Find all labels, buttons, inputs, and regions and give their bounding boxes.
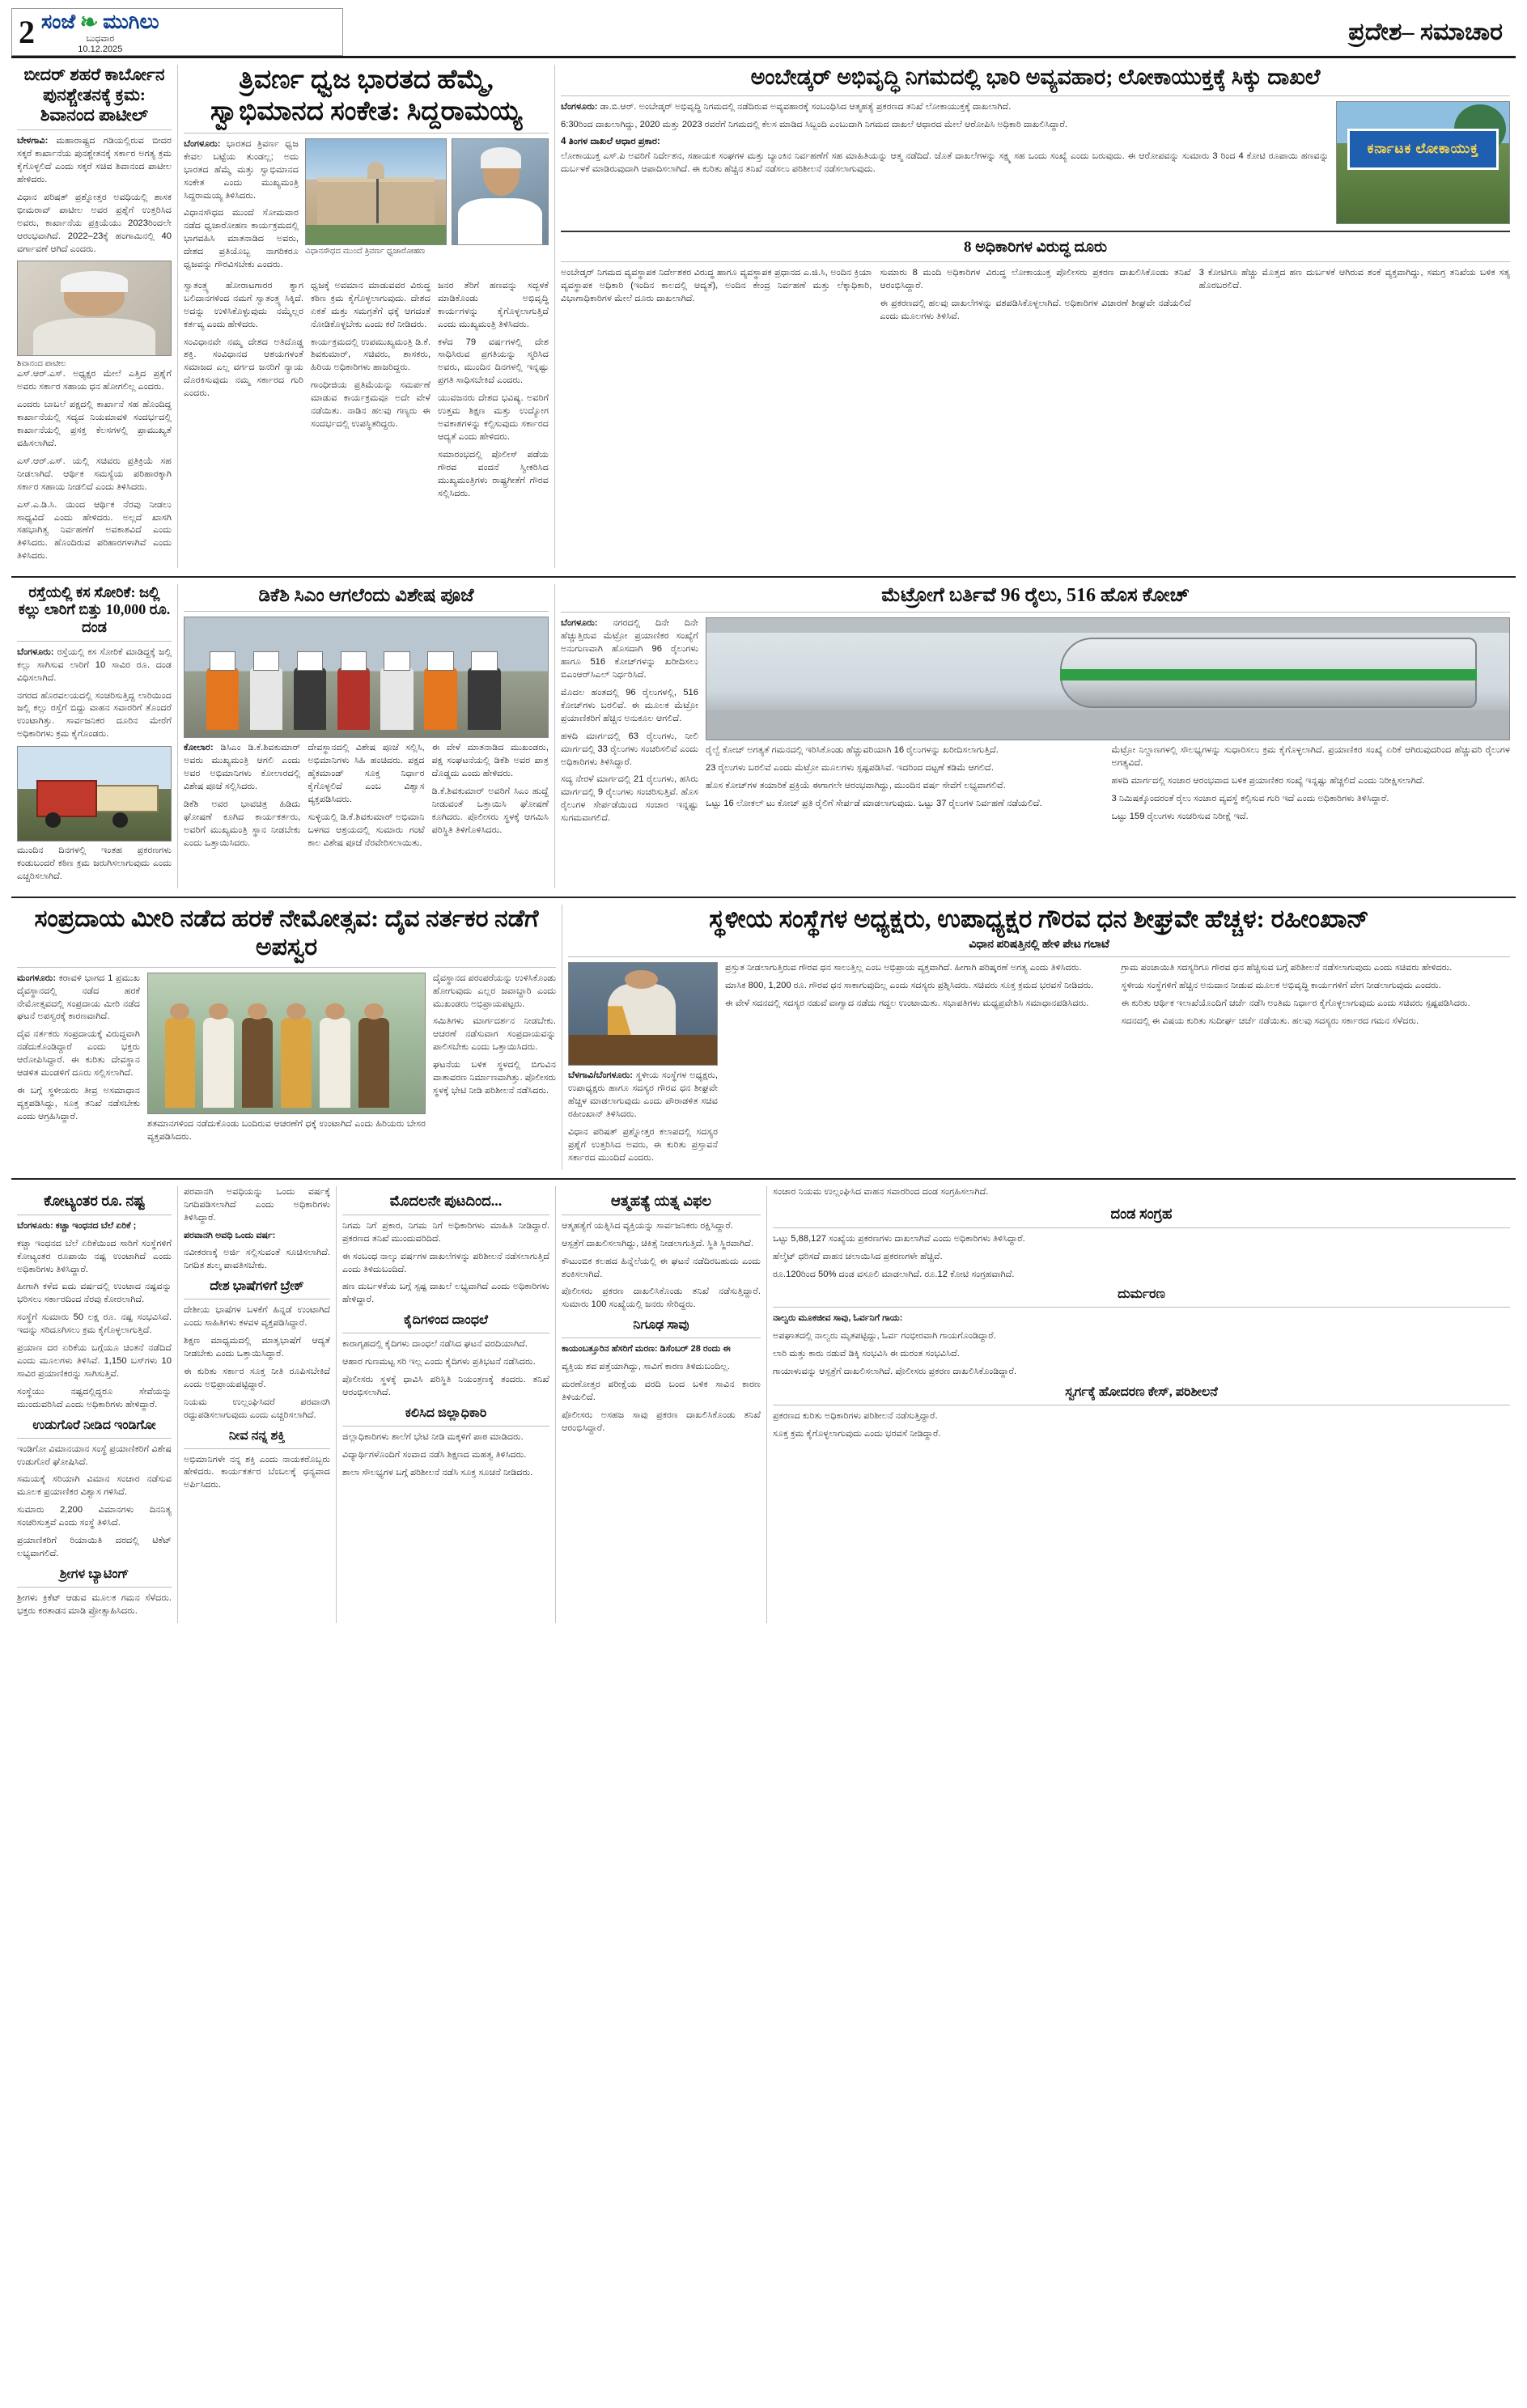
b6-para-2: ಹಣ ದುರ್ಬಳಕೆಯ ಬಗ್ಗೆ ಸ್ಪಷ್ಟ ದಾಖಲೆ ಲಭ್ಯವಾಗಿದೆ ಎಂದು ಅಧಿಕಾರಿಗಳು ಹೇಳಿದ್ದಾರೆ. (342, 1282, 549, 1305)
metro-text-0: ನಗರದಲ್ಲಿ ದಿನೇ ದಿನೇ ಹೆಚ್ಚುತ್ತಿರುವ ಮೆಟ್ರೋ ಪ್ರಯಾಣಿಕರ ಸಂಖ್ಯೆಗೆ ಅನುಗುಣವಾಗಿ ಹೊಸದಾಗಿ 96 ರೈಲುಗಳು ಹಾಗೂ 516 ಕೋಚ್‌ಗಳನ್ನು ಖರೀದಿಸಲು ಬಿಎಂಆರ್‌ಸಿಎಲ್ ನಿರ್ಧರಿಸಿದೆ. (561, 618, 699, 680)
b6-title: ಮೊದಲನೇ ಪುಟದಿಂದ... (389, 1192, 503, 1209)
ambedkar-text-0: ಡಾ.ಬಿ.ಆರ್. ಅಂಬೇಡ್ಕರ್ ಅಭಿವೃದ್ಧಿ ನಿಗಮದಲ್ಲಿ ನಡೆದಿರುವ ಅವ್ಯವಹಾರಕ್ಕೆ ಸಂಬಂಧಿಸಿದ ಆತ್ಮಹತ್ಯೆ ಪ್ರಕರಣದ ತನಿಖೆ ಲೋಕಾಯುಕ್ತಕ್ಕೆ ದಾಖಲಾಗಿದೆ. (600, 101, 1012, 112)
officers-para-1: ಸುಮಾರು 8 ಮಂದಿ ಅಧಿಕಾರಿಗಳ ವಿರುದ್ಧ ಲೋಕಾಯುಕ್ತ ಪೊಲೀಸರು ಪ್ರಕರಣ ದಾಖಲಿಸಿಕೊಂಡು ತನಿಖೆ ಆರಂಭಿಸಿದ್ದಾರೆ. (880, 268, 1191, 291)
rahim-para-2: ಪ್ರಸ್ತುತ ನೀಡಲಾಗುತ್ತಿರುವ ಗೌರವ ಧನ ಸಾಲುತ್ತಿಲ್ಲ ಎಂಬ ಅಭಿಪ್ರಾಯ ವ್ಯಕ್ತವಾಗಿದೆ. ಹೀಗಾಗಿ ಪರಿಷ್ಕರಣೆ ಅಗತ್ಯ ಎಂದು ತಿಳಿಸಿದರು. (725, 963, 1082, 973)
b11-title: ನಿಗೂಢ ಸಾವು (633, 1318, 689, 1333)
metro-col2-para-2: ಹೊಸ ಕೋಚ್‌ಗಳ ತಯಾರಿಕೆ ಪ್ರಕ್ರಿಯೆ ಈಗಾಗಲೇ ಆರಂಭವಾಗಿದ್ದು, ಮುಂದಿನ ವರ್ಷ ಸೇವೆಗೆ ಲಭ್ಯವಾಗಲಿವೆ. (706, 781, 1006, 791)
officers-para-2: ಈ ಪ್ರಕರಣದಲ್ಲಿ ಹಲವು ದಾಖಲೆಗಳನ್ನು ವಶಪಡಿಸಿಕೊಳ್ಳಲಾಗಿದೆ. ಅಧಿಕಾರಿಗಳ ವಿಚಾರಣೆ ಶೀಘ್ರವೇ ನಡೆಯಲಿದೆ ಎಂದು ಮೂಲಗಳು ತಿಳಿಸಿವೆ. (880, 299, 1191, 321)
b2-para-2: ಸುಮಾರು 2,200 ವಿಮಾನಗಳು ದಿನನಿತ್ಯ ಸಂಚರಿಸುತ್ತವೆ ಎಂದು ಸಂಸ್ಥೆ ತಿಳಿಸಿದೆ. (17, 1505, 172, 1528)
bidar-para-5: ಎಸ್.ಎ.ಡಿ.ಸಿ. ಯಿಂದ ಆರ್ಥಿಕ ನೆರವು ನೀಡಲು ಸಾಧ್ಯವಿದೆ ಎಂದು ಹೇಳಿದರು. ಅಲ್ಲದೆ ಖಾಸಗಿ ಸಹಭಾಗಿತ್ವ ನಿರ್ವಹಣೆಗೆ ಅವಕಾಶವಿದೆ ಎಂದು ತಿಳಿಸಿದರು. ಹೊಂದಿರುವ ಪರಿಹಾರಗಳಾಗಿವೆ ಎಂದು ತಿಳಿಸಿದರು. (17, 499, 172, 562)
road-text-0: ರಸ್ತೆಯಲ್ಲಿ ಕಸ ಸೋರಿಕೆ ಮಾಡಿದ್ದಕ್ಕೆ ಜಲ್ಲಿ ಕಲ್ಲು ಸಾಗಿಸುವ ಲಾರಿಗೆ 10 ಸಾವಿರ ರೂ. ದಂಡ ವಿಧಿಸಲಾಗಿದೆ. (17, 647, 172, 683)
story-flag (178, 65, 554, 568)
metro-col3-para-2: 3 ನಿಮಿಷಕ್ಕೊಂದರಂತೆ ರೈಲು ಸಂಚಾರ ವ್ಯವಸ್ಥೆ ಕಲ್ಪಿಸುವ ಗುರಿ ಇದೆ ಎಂದು ಅಧಿಕಾರಿಗಳು ತಿಳಿಸಿದ್ದಾರೆ. (1111, 794, 1389, 804)
section-title: ಪ್ರದೇಶ– ಸಮಾಚಾರ (1348, 18, 1503, 45)
metro-col3-para-1: ಹಳದಿ ಮಾರ್ಗದಲ್ಲಿ ಸಂಚಾರ ಆರಂಭವಾದ ಬಳಿಕ ಪ್ರಯಾಣಿಕರ ಸಂಖ್ಯೆ ಇನ್ನಷ್ಟು ಹೆಚ್ಚಲಿದೆ ಎಂದು ನಿರೀಕ್ಷಿಸಲಾಗಿದೆ. (1111, 776, 1425, 786)
flag-para-0 (184, 138, 299, 203)
b11-para-0: ವ್ಯಕ್ತಿಯ ಶವ ಪತ್ತೆಯಾಗಿದ್ದು, ಸಾವಿಗೆ ಕಾರಣ ತಿಳಿದುಬಂದಿಲ್ಲ. (562, 1362, 730, 1372)
road-para-1: ನಗರದ ಹೊರವಲಯದಲ್ಲಿ ಸಂಚರಿಸುತ್ತಿದ್ದ ಲಾರಿಯಿಂದ ಜಲ್ಲಿ ಕಲ್ಲು ರಸ್ತೆಗೆ ಬಿದ್ದು ವಾಹನ ಸವಾರರಿಗೆ ತೊಂದರೆ ಉಂಟಾಗಿತ್ತು. ಸಾರ್ವಜನಿಕರ ದೂರಿನ ಮೇರೆಗೆ ಅಧಿಕಾರಿಗಳು ಕ್ರಮ ಕೈಗೊಂಡರು. (17, 690, 172, 740)
b1-para-2: ಸಂಸ್ಥೆಗೆ ಸುಮಾರು 50 ಲಕ್ಷ ರೂ. ನಷ್ಟ ಸಂಭವಿಸಿದೆ. ಇದನ್ನು ಸರಿದೂಗಿಸಲು ಕ್ರಮ ಕೈಗೊಳ್ಳಲಾಗುತ್ತಿದೆ. (17, 1312, 172, 1336)
b8-para-0: ಕಾರಾಗೃಹದಲ್ಲಿ ಕೈದಿಗಳು ದಾಂಧಲೆ ನಡೆಸಿದ ಘಟನೆ ವರದಿಯಾಗಿದೆ. (342, 1339, 528, 1350)
flag-para-4: ಧ್ವಜಕ್ಕೆ ಅವಮಾನ ಮಾಡುವವರ ವಿರುದ್ಧ ಕಠಿಣ ಕ್ರಮ ಕೈಗೊಳ್ಳಲಾಗುವುದು. ದೇಶದ ಏಕತೆ ಮತ್ತು ಸಮಗ್ರತೆಗೆ ಧಕ್ಕೆ ಆಗದಂತೆ ನೋಡಿಕೊಳ್ಳಬೇಕು ಎಂದು ಕರೆ ನೀಡಿದರು. (311, 280, 431, 329)
b12-title: ದಂಡ ಸಂಗ್ರಹ (1110, 1205, 1173, 1222)
ritual-dateline: ಮಂಗಳೂರು: (17, 973, 57, 983)
rahim-para-4: ಈ ವೇಳೆ ಸದನದಲ್ಲಿ ಸದಸ್ಯರ ನಡುವೆ ವಾಗ್ವಾದ ನಡೆದು ಗದ್ದಲ ಉಂಟಾಯಿತು. ಸಭಾಪತಿಗಳು ಮಧ್ಯಪ್ರವೇಶಿಸಿ ಸಮಾಧಾನಪಡಿಸಿದರು. (725, 998, 1089, 1009)
b11-para-2: ಪೊಲೀಸರು ಅಸಹಜ ಸಾವು ಪ್ರಕರಣ ದಾಖಲಿಸಿಕೊಂಡು ತನಿಖೆ ಆರಂಭಿಸಿದ್ದಾರೆ. (562, 1410, 761, 1433)
dks-para-1: ಡಿಕೆಶಿ ಅವರ ಭಾವಚಿತ್ರ ಹಿಡಿದು ಘೋಷಣೆ ಕೂಗಿದ ಕಾರ್ಯಕರ್ತರು, ಅವರಿಗೆ ಮುಖ್ಯಮಂತ್ರಿ ಸ್ಥಾನ ನೀಡಬೇಕು ಎಂದು ಒತ್ತಾಯಿಸಿದರು. (184, 799, 301, 848)
ritual-col2-para-0: ದೈವಸ್ಥಾನದ ಪರಂಪರೆಯನ್ನು ಉಳಿಸಿಕೊಂಡು ಹೋಗುವುದು ಎಲ್ಲರ ಜವಾಬ್ದಾರಿ ಎಂದು ಮುಖಂಡರು ಅಭಿಪ್ರಾಯಪಟ್ಟರು. (433, 973, 556, 1009)
ambedkar-sub-kicker: 4 ತಿಂಗಳ ದಾಖಲೆ ಆಧಾರ ಪ್ರಕಾರ: (561, 136, 660, 146)
b3-title: ಶ್ರೀಗಳ ಬ್ಯಾಟಿಂಗ್ (59, 1566, 129, 1581)
b10-para-1: ಆಸ್ಪತ್ರೆಗೆ ದಾಖಲಿಸಲಾಗಿದ್ದು, ಚಿಕಿತ್ಸೆ ನೀಡಲಾಗುತ್ತಿದೆ. ಸ್ಥಿತಿ ಸ್ಥಿರವಾಗಿದೆ. (562, 1238, 753, 1249)
story-dks (178, 584, 554, 888)
masthead (11, 8, 1516, 58)
flag-headline: ತ್ರಿವರ್ಣ ಧ್ವಜ ಭಾರತದ ಹೆಮ್ಮೆ, ಸ್ವಾಭಿಮಾನದ ಸಂಕೇತ: ಸಿದ್ದರಾಮಯ್ಯ (210, 66, 522, 126)
b14-para-0: ಪ್ರಕರಣದ ಕುರಿತು ಅಧಿಕಾರಿಗಳು ಪರಿಶೀಲನೆ ನಡೆಸುತ್ತಿದ್ದಾರೆ. (773, 1411, 938, 1422)
masthead-left (11, 8, 343, 56)
metro-col2-para-3: ಒಟ್ಟು 16 ಲೋಕಲ್ ಟು ಕೋಚ್ ಪ್ರತಿ ರೈಲಿಗೆ ಸೇರ್ಪಡೆ ಮಾಡಲಾಗುವುದು. ಒಟ್ಟು 37 ರೈಲುಗಳ ನಿರ್ವಹಣೆ ನಡೆಯಲಿದೆ. (706, 799, 1042, 809)
b3-para-0: ಶ್ರೀಗಳು ಕ್ರಿಕೆಟ್ ಆಡುವ ಮೂಲಕ ಗಮನ ಸೆಳೆದರು. ಭಕ್ತರು ಕರತಾಡನ ಮಾಡಿ ಪ್ರೋತ್ಸಾಹಿಸಿದರು. (17, 1592, 172, 1616)
brief-col-4 (556, 1186, 766, 1623)
metro-para-2: ಹಳದಿ ಮಾರ್ಗದಲ್ಲಿ 63 ರೈಲುಗಳು, ನೀಲಿ ಮಾರ್ಗದಲ್ಲಿ 33 ರೈಲುಗಳು ಸಂಚರಿಸಲಿವೆ ಎಂದು ಅಧಿಕಾರಿಗಳು ತಿಳಿಸಿದ್ದಾರೆ. (561, 731, 698, 767)
ritual-text-0: ಕರಾವಳಿ ಭಾಗದ 1 ಪ್ರಮುಖ ದೈವಸ್ಥಾನದಲ್ಲಿ ನಡೆದ ಹರಕೆ ನೇಮೋತ್ಸವದಲ್ಲಿ ಸಂಪ್ರದಾಯ ಮೀರಿ ನಡೆದ ಘಟನೆ ಅಪಸ್ವರಕ್ಕೆ ಕಾರಣವಾಗಿದೆ. (17, 973, 141, 1022)
story-metro (555, 584, 1516, 888)
rahim-col2-para-2: ಈ ಕುರಿತು ಆರ್ಥಿಕ ಇಲಾಖೆಯೊಂದಿಗೆ ಚರ್ಚೆ ನಡೆಸಿ ಅಂತಿಮ ನಿರ್ಧಾರ ಕೈಗೊಳ್ಳಲಾಗುವುದು ಎಂದು ಸಚಿವರು ಸ್ಪಷ್ಟಪಡಿಸಿದರು. (1121, 998, 1470, 1009)
top-block (11, 65, 1516, 568)
metro-para-0 (561, 617, 698, 682)
bidar-headline: ಬೀದರ್ ಶಹರೆ ಕಾರ್ಬೋನ ಪುನಶ್ಚೇತನಕ್ಕೆ ಕ್ರಮ: ಶಿವಾನಂದ ಪಾಟೀಲ್ (23, 65, 165, 125)
metro-para-3: ಸದ್ಯ ನೇರಳೆ ಮಾರ್ಗದಲ್ಲಿ 21 ರೈಲುಗಳು, ಹಸಿರು ಮಾರ್ಗದಲ್ಲಿ 9 ರೈಲುಗಳು ಸಂಚರಿಸುತ್ತಿವೆ. ಹೊಸ ರೈಲುಗಳ ಸೇರ್ಪಡೆಯಿಂದ ಸಂಚಾರ ಇನ್ನಷ್ಟು ಸುಗಮವಾಗಲಿದೆ. (561, 774, 698, 824)
ritual-headline: ಸಂಪ್ರದಾಯ ಮೀರಿ ನಡೆದ ಹರಕೆ ನೇಮೋತ್ಸವ: ದೈವ ನರ್ತಕರ ನಡೆಗೆ ಅಪಸ್ವರ (34, 905, 539, 961)
bidar-photo-caption: ಶಿವಾನಂದ ಪಾಟೀಲ (17, 359, 66, 369)
road-photo (17, 746, 172, 842)
b14-title: ಸ್ವರ್ಗಕ್ಕೆ ಹೋದರಣ ಕೇಸ್, ಪರಿಶೀಲನೆ (1065, 1385, 1218, 1400)
flag-photo-vidhanasoudha (305, 138, 447, 245)
b6-para-0: ನಿಗಮ ನಿಗೆ ಪ್ರಕಾರ, ನಿಗಮ ನಿಗೆ ಅಧಿಕಾರಿಗಳು ಮಾಹಿತಿ ನೀಡಿದ್ದಾರೆ. ಪ್ರಕರಣದ ತನಿಖೆ ಮುಂದುವರಿದಿದೆ. (342, 1220, 549, 1244)
b8-title: ಕೈದಿಗಳಿಂದ ದಾಂಧಲೆ (403, 1313, 489, 1328)
b7-title: ಪರವಾನಗಿ ಅವಧಿ ಒಂದು ವರ್ಷ: (184, 1230, 276, 1240)
b7-para-2: ನಿಯಮ ಉಲ್ಲಂಘಿಸಿದರೆ ಪರವಾನಗಿ ರದ್ದುಪಡಿಸಲಾಗುವುದು ಎಂದು ಎಚ್ಚರಿಸಲಾಗಿದೆ. (184, 1397, 330, 1420)
b4-para-1: ಶಿಕ್ಷಣ ಮಾಧ್ಯಮದಲ್ಲಿ ಮಾತೃಭಾಷೆಗೆ ಆದ್ಯತೆ ನೀಡಬೇಕು ಎಂದು ಒತ್ತಾಯಿಸಿದ್ದಾರೆ. (184, 1336, 330, 1359)
masthead-right (343, 8, 1516, 56)
flag-para-1: ವಿಧಾನಸೌಧದ ಮುಂದೆ ಸೋಮವಾರ ನಡೆದ ಧ್ವಜಾರೋಹಣ ಕಾರ್ಯಕ್ರಮದಲ್ಲಿ ಭಾಗವಹಿಸಿ ಮಾತನಾಡಿದ ಅವರು, ದೇಶದ ಪ್ರತಿಯೊಬ್ಬ ನಾಗರಿಕರೂ ಧ್ವಜವನ್ನು ಗೌರವಿಸಬೇಕು ಎಂದರು. (184, 208, 299, 270)
third-block (11, 905, 1516, 1170)
dks-col2-para-1: ಈ ವೇಳೆ ಮಾತನಾಡಿದ ಮುಖಂಡರು, ಪಕ್ಷ ಸಂಘಟನೆಯಲ್ಲಿ ಡಿಕೆಶಿ ಅವರ ಪಾತ್ರ ದೊಡ್ಡದು ಎಂದು ಹೇಳಿದರು. (431, 743, 549, 779)
rahim-para-0 (568, 1070, 718, 1121)
rahim-text-0: ಸ್ಥಳೀಯ ಸಂಸ್ಥೆಗಳ ಅಧ್ಯಕ್ಷರು, ಉಪಾಧ್ಯಕ್ಷರು ಹಾಗೂ ಸದಸ್ಯರ ಗೌರವ ಧನ ಶೀಘ್ರವೇ ಹೆಚ್ಚಳ ಮಾಡಲಾಗುವುದು ಎಂದು ಪೌರಾಡಳಿತ ಸಚಿವ ರಹೀಂಖಾನ್ ತಿಳಿಸಿದರು. (568, 1070, 719, 1120)
second-block (11, 584, 1516, 888)
logo-word-1: ಸಂಜೆ (41, 10, 76, 33)
b14-para-1: ಸೂಕ್ತ ಕ್ರಮ ಕೈಗೊಳ್ಳಲಾಗುವುದು ಎಂದು ಭರವಸೆ ನೀಡಿದ್ದಾರೆ. (773, 1428, 941, 1439)
b12-para-2: ಹೆಲ್ಮೆಟ್ ಧರಿಸದೆ ವಾಹನ ಚಲಾಯಿಸಿದ ಪ್ರಕರಣಗಳೇ ಹೆಚ್ಚಿವೆ. (773, 1251, 943, 1261)
ritual-col2-para-1: ಸಮಿತಿಗಳು ಮಾರ್ಗದರ್ಶನ ನೀಡಬೇಕು. ಆಚರಣೆ ನಡೆಸುವಾಗ ಸಂಪ್ರದಾಯವನ್ನು ಪಾಲಿಸಬೇಕು ಎಂದು ಒತ್ತಾಯಿಸಿದರು. (433, 1016, 556, 1053)
rahim-col2-para-1: ಸ್ಥಳೀಯ ಸಂಸ್ಥೆಗಳಿಗೆ ಹೆಚ್ಚಿನ ಅನುದಾನ ನೀಡುವ ಮೂಲಕ ಅಭಿವೃದ್ಧಿ ಕಾರ್ಯಗಳಿಗೆ ವೇಗ ನೀಡಲಾಗುವುದು ಎಂದರು. (1121, 981, 1441, 991)
ambedkar-para-1: 6:30ರಿಂದ ದಾಖಲಾಗಿದ್ದು, 2020 ಮತ್ತು 2023 ರವರೆಗೆ ನಿಗಮದಲ್ಲಿ ಕೆಲಸ ಮಾಡಿದ ಸಿಬ್ಬಂದಿ ಎಂಬುದಾಗಿ ನಿಗಮದ ದಾಖಲೆ ಆಧಾರದ ಮೇಲೆ ಆರೋಪಿಸಿ ಅಧಿಕಾರಿ ದಾಖಲಿಸಿದ್ದಾರೆ. (561, 119, 1068, 129)
b4-para-0: ದೇಶೀಯ ಭಾಷೆಗಳ ಬಳಕೆಗೆ ಹಿನ್ನಡೆ ಉಂಟಾಗಿದೆ ಎಂದು ಸಾಹಿತಿಗಳು ಕಳವಳ ವ್ಯಕ್ತಪಡಿಸಿದ್ದಾರೆ. (184, 1305, 330, 1329)
lokayukta-photo (1336, 101, 1510, 224)
flag-col2-para-2: ಕಳೆದ 79 ವರ್ಷಗಳಲ್ಲಿ ದೇಶ ಸಾಧಿಸಿರುವ ಪ್ರಗತಿಯನ್ನು ಸ್ಮರಿಸಿದ ಅವರು, ಮುಂದಿನ ದಿನಗಳಲ್ಲಿ ಇನ್ನಷ್ಟು ಪ್ರಗತಿ ಸಾಧಿಸಬೇಕಿದೆ ಎಂದರು. (438, 337, 549, 386)
story-rahim (562, 905, 1516, 1170)
b10-title: ಆತ್ಮಹತ್ಯೆ ಯತ್ನ ವಿಫಲ (610, 1192, 712, 1209)
ambedkar-headline: ಅಂಬೇಡ್ಕರ್ ಅಭಿವೃದ್ಧಿ ನಿಗಮದಲ್ಲಿ ಭಾರಿ ಅವ್ಯವಹಾರ; ಲೋಕಾಯುಕ್ತಕ್ಕೆ ಸಿಕ್ಕು ದಾಖಲೆ (750, 65, 1321, 89)
rule-top (11, 576, 1516, 578)
b10-para-3: ಪೊಲೀಸರು ಪ್ರಕರಣ ದಾಖಲಿಸಿಕೊಂಡು ತನಿಖೆ ನಡೆಸುತ್ತಿದ್ದಾರೆ. ಸುಮಾರು 100 ಸಂಖ್ಯೆಯಲ್ಲಿ ಜನರು ಸೇರಿದ್ದರು. (562, 1287, 761, 1310)
dks-para-2: ದೇವಸ್ಥಾನದಲ್ಲಿ ವಿಶೇಷ ಪೂಜೆ ಸಲ್ಲಿಸಿ, ಅಭಿಮಾನಿಗಳು ಸಿಹಿ ಹಂಚಿದರು. ಪಕ್ಷದ ಹೈಕಮಾಂಡ್ ಸೂಕ್ತ ನಿರ್ಧಾರ ಕೈಗೊಳ್ಳಲಿದೆ ಎಂಬ ವಿಶ್ವಾಸ ವ್ಯಕ್ತಪಡಿಸಿದರು. (308, 743, 425, 804)
b1-kicker (17, 1220, 172, 1233)
b2-para-1: ಸಮಯಕ್ಕೆ ಸರಿಯಾಗಿ ವಿಮಾನ ಸಂಚಾರ ನಡೆಸುವ ಮೂಲಕ ಪ್ರಯಾಣಿಕರ ವಿಶ್ವಾಸ ಗಳಿಸಿದೆ. (17, 1474, 172, 1498)
flag-para-3: ಸಂವಿಧಾನವೇ ನಮ್ಮ ದೇಶದ ಅತಿದೊಡ್ಡ ಶಕ್ತಿ. ಸಂವಿಧಾನದ ಆಶಯಗಳಂತೆ ಸಮಾಜದ ಎಲ್ಲ ವರ್ಗದ ಜನರಿಗೆ ನ್ಯಾಯ ದೊರಕಿಸುವುದು ನಮ್ಮ ಸರ್ಕಾರದ ಗುರಿ ಎಂದರು. (184, 337, 303, 399)
brief-col-1 (11, 1186, 177, 1623)
b5-title: ನೀವ ನನ್ನ ಶಕ್ತಿ (228, 1428, 286, 1443)
b10-para-0: ಆತ್ಮಹತ್ಯೆಗೆ ಯತ್ನಿಸಿದ ವ್ಯಕ್ತಿಯನ್ನು ಸಾರ್ವಜನಿಕರು ರಕ್ಷಿಸಿದ್ದಾರೆ. (562, 1220, 733, 1231)
b12-para-1: ಒಟ್ಟು 5,88,127 ಸಂಖ್ಯೆಯ ಪ್ರಕರಣಗಳು ದಾಖಲಾಗಿವೆ ಎಂದು ಅಧಿಕಾರಿಗಳು ತಿಳಿಸಿದ್ದಾರೆ. (773, 1233, 1025, 1244)
b9-title: ಕಲಿಸಿದ ಜಿಲ್ಲಾಧಿಕಾರಿ (405, 1405, 487, 1420)
flag-photo-cm (452, 138, 549, 245)
bidar-text-0: ಮಹಾರಾಷ್ಟ್ರದ ಗಡಿಯಲ್ಲಿರುವ ಬೀದರ ಸಕ್ಕರೆ ಕಾರ್ಖಾನೆಯ ಪುನಶ್ಚೇತನಕ್ಕೆ ಸರ್ಕಾರ ಅಗತ್ಯ ಕ್ರಮ ಕೈಗೊಳ್ಳಲಿದೆ ಎಂದು ಸಕ್ಕರೆ ಸಚಿವ ಶಿವಾನಂದ ಪಾಟೀಲ ಹೇಳಿದರು. (17, 136, 172, 185)
b1-para-3: ಪ್ರಯಾಣ ದರ ಏರಿಕೆಯ ಬಗ್ಗೆಯೂ ಚಿಂತನೆ ನಡೆದಿದೆ ಎಂದು ಮೂಲಗಳು ತಿಳಿಸಿವೆ. 1,150 ಬಸ್‌ಗಳು 10 ಸಾವಿರ ಪ್ರಯಾಣಿಕರನ್ನು ಸಾಗಿಸುತ್ತಿವೆ. (17, 1343, 172, 1379)
bidar-dateline: ಬೇಳಗಾವಿ: (17, 136, 49, 146)
bidar-para-2: ಎಸ್.ಆರ್.ಎಸ್. ಅಧ್ಯಕ್ಷರ ಮೇಲೆ ಎತ್ತಿದ ಪ್ರಶ್ನೆಗೆ ಅವರು ಸರ್ಕಾರ ಸಹಾಯ ಧನ ಹೋಗಲಿಲ್ಲ ಎಂದರು. (17, 369, 172, 392)
ritual-col2-para-2: ಘಟನೆಯ ಬಳಿಕ ಸ್ಥಳದಲ್ಲಿ ಬಿಗುವಿನ ವಾತಾವರಣ ನಿರ್ಮಾಣವಾಗಿತ್ತು. ಪೊಲೀಸರು ಸ್ಥಳಕ್ಕೆ ಭೇಟಿ ನೀಡಿ ಪರಿಶೀಲನೆ ನಡೆಸಿದರು. (433, 1060, 556, 1096)
b13-para-2: ಗಾಯಾಳುವನ್ನು ಆಸ್ಪತ್ರೆಗೆ ದಾಖಲಿಸಲಾಗಿದೆ. ಪೊಲೀಸರು ಪ್ರಕರಣ ದಾಖಲಿಸಿಕೊಂಡಿದ್ದಾರೆ. (773, 1367, 1017, 1377)
dks-col2-para-0: ಸುಳ್ಳಿಯಲ್ಲಿ ಡಿ.ಕೆ.ಶಿವಕುಮಾರ್ ಅಭಿಮಾನಿ ಬಳಗದ ಆಶ್ರಯದಲ್ಲಿ ಸುಮಾರು ಗಂಟೆ ಕಾಲ ವಿಶೇಷ ಪೂಜೆ ನೆರವೇರಿಸಲಾಯಿತು. (308, 812, 425, 848)
flag-dateline: ಬೆಂಗಳೂರು: (184, 138, 221, 149)
road-dateline: ಬೆಂಗಳೂರು: (17, 647, 54, 657)
b12-lead: ಸಂಚಾರ ನಿಯಮ ಉಲ್ಲಂಘಿಸಿದ ವಾಹನ ಸವಾರರಿಂದ ದಂಡ ಸಂಗ್ರಹಿಸಲಾಗಿದೆ. (773, 1186, 989, 1197)
b13-kicker (773, 1312, 1510, 1325)
rule-bottom (11, 1178, 1516, 1180)
page-number: 2 (19, 13, 35, 50)
story-bidar (11, 65, 177, 568)
metro-photo (706, 617, 1510, 740)
lokayukta-board (1347, 129, 1499, 170)
ambedkar-para-0 (561, 101, 1329, 114)
b2-para-0: ಇಂಡಿಗೋ ವಿಮಾನಯಾನ ಸಂಸ್ಥೆ ಪ್ರಯಾಣಿಕರಿಗೆ ವಿಶೇಷ ಉಡುಗೊರೆ ಘೋಷಿಸಿದೆ. (17, 1444, 172, 1467)
rahim-para-1: ವಿಧಾನ ಪರಿಷತ್ ಪ್ರಶ್ನೋತ್ತರ ಕಲಾಪದಲ್ಲಿ ಸದಸ್ಯರ ಪ್ರಶ್ನೆಗೆ ಉತ್ತರಿಸಿದ ಅವರು, ಈ ಕುರಿತು ಪ್ರಸ್ತಾವನೆ ಸರ್ಕಾರದ ಮುಂದಿದೆ ಎಂದರು. (568, 1127, 718, 1163)
flag-para-5: ಕಾರ್ಯಕ್ರಮದಲ್ಲಿ ಉಪಮುಖ್ಯಮಂತ್ರಿ ಡಿ.ಕೆ. ಶಿವಕುಮಾರ್, ಸಚಿವರು, ಶಾಸಕರು, ಹಿರಿಯ ಅಧಿಕಾರಿಗಳು ಹಾಜರಿದ್ದರು. (311, 337, 431, 373)
masthead-date: 10.12.2025 (78, 44, 123, 54)
metro-dateline: ಬೆಂಗಳೂರು: (561, 618, 598, 629)
b7-kicker (184, 1230, 330, 1243)
brief-col-2 (178, 1186, 336, 1623)
flag-col2-para-0: ಗಾಂಧೀಜಿಯ ಪ್ರತಿಮೆಯನ್ನು ಸಮರ್ಪಣೆ ಮಾಡುವ ಕಾರ್ಯಕ್ರಮವೂ ಅದೇ ವೇಳೆ ನಡೆಯಿತು. ನಾಡಿನ ಹಲವು ಗಣ್ಯರು ಈ ಸಂದರ್ಭದಲ್ಲಿ ಉಪಸ್ಥಿತರಿದ್ದರು. (311, 380, 431, 429)
flag-col2-para-3: ಯುವಜನರು ದೇಶದ ಭವಿಷ್ಯ. ಅವರಿಗೆ ಉತ್ತಮ ಶಿಕ್ಷಣ ಮತ್ತು ಉದ್ಯೋಗ ಅವಕಾಶಗಳನ್ನು ಕಲ್ಪಿಸುವುದು ಸರ್ಕಾರದ ಆದ್ಯತೆ ಎಂದು ಹೇಳಿದರು. (438, 393, 549, 442)
b8-para-1: ಆಹಾರ ಗುಣಮಟ್ಟ ಸರಿ ಇಲ್ಲ ಎಂದು ಕೈದಿಗಳು ಪ್ರತಿಭಟನೆ ನಡೆಸಿದರು. (342, 1357, 536, 1367)
rahim-col2-para-0: ಗ್ರಾಮ ಪಂಚಾಯಿತಿ ಸದಸ್ಯರಿಗೂ ಗೌರವ ಧನ ಹೆಚ್ಚಿಸುವ ಬಗ್ಗೆ ಪರಿಶೀಲನೆ ನಡೆಸಲಾಗುವುದು ಎಂದು ಸಚಿವರು ಹೇಳಿದರು. (1121, 963, 1453, 973)
dks-text-0: ಡಿಸಿಎಂ ಡಿ.ಕೆ.ಶಿವಕುಮಾರ್ ಅವರು ಮುಖ್ಯಮಂತ್ರಿ ಆಗಲಿ ಎಂದು ಅವರ ಅಭಿಮಾನಿಗಳು ಕೋಲಾರದಲ್ಲಿ ವಿಶೇಷ ಪೂಜೆ ಸಲ್ಲಿಸಿದರು. (184, 743, 301, 791)
ritual-photo (147, 973, 426, 1114)
b13-para-1: ಲಾರಿ ಮತ್ತು ಕಾರು ನಡುವೆ ಡಿಕ್ಕಿ ಸಂಭವಿಸಿ ಈ ದುರಂತ ಸಂಭವಿಸಿದೆ. (773, 1349, 960, 1359)
b4-para-2: ಈ ಕುರಿತು ಸರ್ಕಾರ ಸೂಕ್ತ ನೀತಿ ರೂಪಿಸಬೇಕಿದೆ ಎಂದು ಅಭಿಪ್ರಾಯಪಟ್ಟಿದ್ದಾರೆ. (184, 1366, 330, 1389)
b9-para-0: ಜಿಲ್ಲಾಧಿಕಾರಿಗಳು ಶಾಲೆಗೆ ಭೇಟಿ ನೀಡಿ ಮಕ್ಕಳಿಗೆ ಪಾಠ ಮಾಡಿದರು. (342, 1431, 524, 1442)
b1-title: ಕೋಟ್ಯಂತರ ರೂ. ನಷ್ಟ (44, 1192, 145, 1209)
b1-para-4: ಸಂಸ್ಥೆಯು ನಷ್ಟದಲ್ಲಿದ್ದರೂ ಸೇವೆಯನ್ನು ಮುಂದುವರಿಸಿದೆ ಎಂದು ಅಧಿಕಾರಿಗಳು ಹೇಳಿದ್ದಾರೆ. (17, 1386, 172, 1410)
ritual-para-1: ದೈವ ನರ್ತಕರು ಸಂಪ್ರದಾಯಕ್ಕೆ ವಿರುದ್ಧವಾಗಿ ನಡೆದುಕೊಂಡಿದ್ದಾರೆ ಎಂದು ಭಕ್ತರು ಆರೋಪಿಸಿದ್ದಾರೆ. ಈ ಕುರಿತು ದೇವಸ್ಥಾನ ಆಡಳಿತ ಮಂಡಳಿಗೆ ದೂರು ಸಲ್ಲಿಸಲಾಗಿದೆ. (17, 1029, 140, 1079)
briefs-block (11, 1186, 1516, 1623)
bidar-photo (17, 261, 172, 356)
dks-dateline: ಕೋಲಾರ: (184, 743, 214, 753)
b4-title: ದೇಶ ಭಾಷೆಗಳಿಗೆ ಬ್ರೇಕ್ (210, 1279, 304, 1294)
flag-text-0: ಭಾರತದ ತ್ರಿವರ್ಣ ಧ್ವಜ ಕೇವಲ ಬಟ್ಟೆಯ ತುಂಡಲ್ಲ; ಅದು ಭಾರತದ ಹೆಮ್ಮೆ ಮತ್ತು ಸ್ವಾಭಿಮಾನದ ಸಂಕೇತ ಎಂದು ಮುಖ್ಯಮಂತ್ರಿ ಸಿದ್ದರಾಮಯ್ಯ ತಿಳಿಸಿದರು. (184, 138, 299, 201)
b13-title: ದುರ್ಮರಣ (1118, 1287, 1165, 1302)
officers-para-3: 3 ಕೋಟಿಗೂ ಹೆಚ್ಚು ಮೊತ್ತದ ಹಣ ದುರ್ಬಳಕೆ ಆಗಿರುವ ಶಂಕೆ ವ್ಯಕ್ತವಾಗಿದ್ದು, ಸಮಗ್ರ ತನಿಖೆಯ ಬಳಿಕ ಸತ್ಯ ಹೊರಬರಲಿದೆ. (1198, 268, 1510, 291)
masthead-day: ಬುಧವಾರ (86, 33, 115, 44)
rule-mid (11, 897, 1516, 898)
story-road (11, 584, 177, 888)
b1-para-1: ಹೀಗಾಗಿ ಕಳೆದ ಐದು ವರ್ಷದಲ್ಲಿ ಉಂಟಾದ ನಷ್ಟವನ್ನು ಭರಿಸಲು ಸರ್ಕಾರದಿಂದ ನೆರವು ಕೋರಲಾಗಿದೆ. (17, 1282, 172, 1305)
b10-para-2: ಕೌಟುಂಬಿಕ ಕಲಹದ ಹಿನ್ನೆಲೆಯಲ್ಲಿ ಈ ಘಟನೆ ನಡೆದಿರಬಹುದು ಎಂದು ಶಂಕಿಸಲಾಗಿದೆ. (562, 1256, 761, 1279)
logo-word-2: ಮುಗಿಲು (103, 10, 159, 33)
brief-col-3 (337, 1186, 555, 1623)
dks-col2-para-2: ಡಿ.ಕೆ.ಶಿವಕುಮಾರ್ ಅವರಿಗೆ ಸಿಎಂ ಹುದ್ದೆ ನೀಡುವಂತೆ ಒತ್ತಾಯಿಸಿ ಘೋಷಣೆ ಕೂಗಿದರು. ಪೊಲೀಸರು ಸ್ಥಳಕ್ಕೆ ಆಗಮಿಸಿ ಪರಿಸ್ಥಿತಿ ತಿಳಿಗೊಳಿಸಿದರು. (431, 786, 549, 835)
metro-headline: ಮೆಟ್ರೋಗೆ ಬರ್ತಿವೆ 96 ರೈಲು, 516 ಹೊಸ ಕೋಚ್ (881, 585, 1190, 607)
lokayukta-board-text: ಕರ್ನಾಟಕ ಲೋಕಾಯುಕ್ತ (1367, 141, 1479, 157)
rahim-col2-para-3: ಸದನದಲ್ಲಿ ಈ ವಿಷಯ ಕುರಿತು ಸುದೀರ್ಘ ಚರ್ಚೆ ನಡೆಯಿತು. ಹಲವು ಸದಸ್ಯರು ಸರ್ಕಾರದ ಗಮನ ಸೆಳೆದರು. (1121, 1016, 1419, 1027)
b6-para-1: ಈ ಸಂಬಂಧ ನಾಲ್ಕು ವರ್ಷಗಳ ದಾಖಲೆಗಳನ್ನು ಪರಿಶೀಲನೆ ನಡೆಸಲಾಗುತ್ತಿದೆ ಎಂದು ತಿಳಿದುಬಂದಿದೆ. (342, 1251, 549, 1274)
rahim-dateline: ಬೆಳಗಾವಿ/ಬೆಂಗಳೂರು: (568, 1070, 634, 1081)
brief-col-5 (767, 1186, 1516, 1623)
b9-para-2: ಶಾಲಾ ಸೌಲಭ್ಯಗಳ ಬಗ್ಗೆ ಪರಿಶೀಲನೆ ನಡೆಸಿ ಸೂಕ್ತ ಸೂಚನೆ ನೀಡಿದರು. (342, 1467, 533, 1477)
b11-para-1: ಮರಣೋತ್ತರ ಪರೀಕ್ಷೆಯ ವರದಿ ಬಂದ ಬಳಿಕ ಸಾವಿನ ಕಾರಣ ತಿಳಿಯಲಿದೆ. (562, 1380, 761, 1402)
rahim-headline: ಸ್ಥಳೀಯ ಸಂಸ್ಥೆಗಳ ಅಧ್ಯಕ್ಷರು, ಉಪಾಧ್ಯಕ್ಷರ ಗೌರವ ಧನ ಶೀಘ್ರವೇ ಹೆಚ್ಚಳ: ರಹೀಂಖಾನ್ (709, 904, 1369, 933)
metro-para-1: ಮೊದಲ ಹಂತದಲ್ಲಿ 96 ರೈಲುಗಳಲ್ಲಿ, 516 ಕೋಚ್‌ಗಳು ಬರಲಿವೆ. ಈ ಮೂಲಕ ಮೆಟ್ರೋ ಪ್ರಯಾಣಿಕರಿಗೆ ಹೆಚ್ಚಿನ ಅನುಕೂಲ ಆಗಲಿದೆ. (561, 687, 698, 723)
ritual-para-2: ಈ ಬಗ್ಗೆ ಸ್ಥಳೀಯರು ತೀವ್ರ ಅಸಮಾಧಾನ ವ್ಯಕ್ತಪಡಿಸಿದ್ದು, ಸೂಕ್ತ ತನಿಖೆ ನಡೆಸಬೇಕು ಎಂದು ಆಗ್ರಹಿಸಿದ್ದಾರೆ. (17, 1085, 140, 1121)
b2-title: ಉಡುಗೊರೆ ನೀಡಿದ ಇಂಡಿಗೋ (32, 1418, 156, 1432)
b7-para-1: ನವೀಕರಣಕ್ಕೆ ಅರ್ಜಿ ಸಲ್ಲಿಸುವಂತೆ ಸೂಚಿಸಲಾಗಿದೆ. ನಿಗದಿತ ಶುಲ್ಕ ಪಾವತಿಸಬೇಕು. (184, 1248, 330, 1271)
rahim-subhead: ವಿಧಾನ ಪರಿಷತ್ತಿನಲ್ಲಿ ಹೇಳಿ ಪೇಟ ಗಲಾಟೆ (969, 939, 1109, 952)
officers-headline: 8 ಅಧಿಕಾರಿಗಳ ವಿರುದ್ಧ ದೂರು (963, 238, 1108, 256)
flag-col2-para-1: ಜನರ ತೆರಿಗೆ ಹಣವನ್ನು ಸದ್ಬಳಕೆ ಮಾಡಿಕೊಂಡು ಅಭಿವೃದ್ಧಿ ಕಾರ್ಯಗಳನ್ನು ಕೈಗೊಳ್ಳಲಾಗುತ್ತಿದೆ ಎಂದು ಮುಖ್ಯಮಂತ್ರಿ ತಿಳಿಸಿದರು. (438, 280, 549, 329)
road-headline: ರಸ್ತೆಯಲ್ಲಿ ಕಸ ಸೋರಿಕೆ: ಜಲ್ಲಿ ಕಲ್ಲು ಲಾರಿಗೆ ಬಿತ್ತು 10,000 ರೂ. ದಂಡ (18, 584, 171, 635)
b2-para-3: ಪ್ರಯಾಣಿಕರಿಗೆ ರಿಯಾಯಿತಿ ದರದಲ್ಲಿ ಟಿಕೆಟ್ ಲಭ್ಯವಾಗಲಿದೆ. (17, 1536, 172, 1558)
leaf-icon: ❧ (81, 10, 98, 33)
dks-headline: ಡಿಕೆಶಿ ಸಿಎಂ ಆಗಲೆಂದು ವಿಶೇಷ ಪೂಜೆ (258, 585, 474, 606)
flag-para-2: ಸ್ವಾತಂತ್ರ್ಯ ಹೋರಾಟಗಾರರ ತ್ಯಾಗ ಬಲಿದಾನಗಳಿಂದ ನಮಗೆ ಸ್ವಾತಂತ್ರ್ಯ ಸಿಕ್ಕಿದೆ. ಅದನ್ನು ಉಳಿಸಿಕೊಳ್ಳುವುದು ನಮ್ಮೆಲ್ಲರ ಕರ್ತವ್ಯ ಎಂದು ಹೇಳಿದರು. (184, 280, 303, 329)
logo-title (41, 11, 159, 34)
bidar-para-3: ಎಂದರು ಬಾಬಲೆ ಪಕ್ಷದಲ್ಲಿ ಕಾರ್ಖಾನೆ ಸಹ ಹೊಂದಿದ್ದ ಕಾರ್ಖಾನೆಯಲ್ಲಿ ಸದ್ಯದ ನಿಯಮಾವಳಿ ಸಂದರ್ಭದಲ್ಲಿ ಕಾರ್ಖಾನೆಯಲ್ಲಿ ಪ್ರಸಕ್ತ ಕೆಲಸಗಳಲ್ಲಿ ಪ್ರಾಮುಖ್ಯತೆ ವಹಿಸಲಾಗಿದೆ. (17, 400, 172, 448)
rahim-photo (568, 962, 718, 1066)
metro-col3-para-0: ಮೆಟ್ರೋ ನಿಲ್ದಾಣಗಳಲ್ಲಿ ಸೌಲಭ್ಯಗಳನ್ನು ಸುಧಾರಿಸಲು ಕ್ರಮ ಕೈಗೊಳ್ಳಲಾಗಿದೆ. ಪ್ರಯಾಣಿಕರ ಸಂಖ್ಯೆ ಏರಿಕೆ ಆಗಿರುವುದರಿಂದ ಹೆಚ್ಚುವರಿ ರೈಲುಗಳ ಅಗತ್ಯವಿದೆ. (1111, 745, 1510, 769)
rahim-para-3: ಮಾಸಿಕ 800, 1,200 ರೂ. ಗೌರವ ಧನ ಸಾಕಾಗುವುದಿಲ್ಲ ಎಂದು ಸದಸ್ಯರು ಪ್ರಶ್ನಿಸಿದರು. ಸಚಿವರು ಸೂಕ್ತ ಕ್ರಮದ ಭರವಸೆ ನೀಡಿದರು. (725, 981, 1094, 991)
road-para-2: ಮುಂದಿನ ದಿನಗಳಲ್ಲಿ ಇಂತಹ ಪ್ರಕರಣಗಳು ಕಂಡುಬಂದರೆ ಕಠಿಣ ಕ್ರಮ ಜರುಗಿಸಲಾಗುವುದು ಎಂದು ಎಚ್ಚರಿಸಲಾಗಿದೆ. (17, 846, 172, 881)
flag-photo-caption: ವಿಧಾನಸೌಧದ ಮುಂದೆ ತ್ರಿವರ್ಣ ಧ್ವಜಾರೋಹಣ (305, 246, 426, 256)
b12-para-3: ರೂ.120ರಿಂದ 50% ದಂಡ ವಸೂಲಿ ಮಾಡಲಾಗಿದೆ. ರೂ.12 ಕೋಟಿ ಸಂಗ್ರಹವಾಗಿದೆ. (773, 1269, 1015, 1279)
b7-lead: ಪರವಾನಗಿ ಅವಧಿಯನ್ನು ಒಂದು ವರ್ಷಕ್ಕೆ ನಿಗದಿಪಡಿಸಲಾಗಿದೆ ಎಂದು ಅಧಿಕಾರಿಗಳು ತಿಳಿಸಿದ್ದಾರೆ. (184, 1186, 330, 1223)
flag-col2-para-4: ಸಮಾರಂಭದಲ್ಲಿ ಪೊಲೀಸ್ ಪಡೆಯ ಗೌರವ ವಂದನೆ ಸ್ವೀಕರಿಸಿದ ಮುಖ್ಯಮಂತ್ರಿಗಳು ರಾಷ್ಟ್ರಗೀತೆಗೆ ಗೌರವ ಸಲ್ಲಿಸಿದರು. (438, 449, 549, 498)
dks-photo (184, 617, 549, 738)
b13-para-0: ಅಪಘಾತದಲ್ಲಿ ನಾಲ್ವರು ಮೃತಪಟ್ಟಿದ್ದು, ಓರ್ವ ಗಂಭೀರವಾಗಿ ಗಾಯಗೊಂಡಿದ್ದಾರೆ. (773, 1331, 996, 1342)
ritual-para-3: ಶತಮಾನಗಳಿಂದ ನಡೆದುಕೊಂಡು ಬಂದಿರುವ ಆಚರಣೆಗೆ ಧಕ್ಕೆ ಉಂಟಾಗಿದೆ ಎಂದು ಹಿರಿಯರು ಬೇಸರ ವ್ಯಕ್ತಪಡಿಸಿದರು. (147, 1118, 426, 1142)
b9-para-1: ವಿದ್ಯಾರ್ಥಿಗಳೊಂದಿಗೆ ಸಂವಾದ ನಡೆಸಿ ಶಿಕ್ಷಣದ ಮಹತ್ವ ತಿಳಿಸಿದರು. (342, 1449, 527, 1460)
metro-col3-para-3: ಒಟ್ಟು 159 ರೈಲುಗಳು ಸಂಚರಿಸುವ ನಿರೀಕ್ಷೆ ಇದೆ. (1111, 812, 1249, 822)
ritual-para-0 (17, 973, 140, 1024)
newspaper-logo (41, 11, 159, 54)
ambedkar-dateline: ಬೆಂಗಳೂರು: (561, 101, 598, 112)
b5-para-0: ಅಭಿಮಾನಿಗಳೇ ನನ್ನ ಶಕ್ತಿ ಎಂದು ನಾಯಕರೊಬ್ಬರು ಹೇಳಿದರು. ಕಾರ್ಯಕರ್ತರ ಬೆಂಬಲಕ್ಕೆ ಧನ್ಯವಾದ ಅರ್ಪಿಸಿದರು. (184, 1454, 330, 1490)
metro-col2-para-1: 23 ರೈಲುಗಳು ಬರಲಿವೆ ಎಂದು ಮೆಟ್ರೋ ಮೂಲಗಳು ಸ್ಪಷ್ಟಪಡಿಸಿವೆ. ಇದರಿಂದ ದಟ್ಟಣೆ ಕಡಿಮೆ ಆಗಲಿದೆ. (706, 763, 994, 774)
bidar-para-0 (17, 135, 172, 187)
b8-para-2: ಪೊಲೀಸರು ಸ್ಥಳಕ್ಕೆ ಧಾವಿಸಿ ಪರಿಸ್ಥಿತಿ ನಿಯಂತ್ರಣಕ್ಕೆ ತಂದರು. ತನಿಖೆ ಆರಂಭಿಸಲಾಗಿದೆ. (342, 1375, 549, 1397)
ambedkar-sub-para-0: ಲೋಕಾಯುಕ್ತ ಎಸ್.ಪಿ ಅವರಿಗೆ ನಿರ್ದೇಶನ, ಸಹಾಯಕ ಸಂಘಗಳ ಮತ್ತು ಬ್ಯಾಂಕಿನ ನಿರ್ವಹಣೆಗೆ ಸಹ ಮಾಹಿತಿಯನ್ನು ಆತ್ಮ ನಡೆದಿದೆ. ಜೊತೆ ದಾಖಲೆಗಳನ್ನು ಸಕ್ಷ್ಮ ಸಹ ಒಂದು ಸಂಖ್ಯೆ ಎಂದು ಬರುವುದು. ಈ ಆರೋಪವನ್ನು ಸುಮಾರು 3 ರಿಂದ 4 ಕೋಟಿ ರೂಪಾಯಿ ಹಣವನ್ನು ದುರ್ಬಳಕೆ ಮಾಡಿರುವುದಾಗಿ ಆಪಾದಿಸಲಾಗಿದೆ. ಈ ಕುರಿತು ಹೆಚ್ಚಿನ ತನಿಖೆ ನಡೆಸಲು ಪರಿಶೀಲನೆ ನಡೆಸಲಾಗುವುದು. (561, 150, 1329, 174)
bidar-para-1: ವಿಧಾನ ಪರಿಷತ್ ಪ್ರಶ್ನೋತ್ತರ ಅವಧಿಯಲ್ಲಿ ಶಾಸಕ ಭೀಮರಾವ್ ಪಾಟೀಲ ಅವರ ಪ್ರಶ್ನೆಗೆ ಉತ್ತರಿಸಿದ ಅವರು, ಕಾರ್ಖಾನೆಯ ಪ್ರಕ್ರಿಯೆಯು 2023ರಿಂದಲೇ ಆರಂಭವಾಗಿದೆ. 2022–23ಕ್ಕೆ ಹಂಗಾಮಿನಲ್ಲಿ 40 ವರ್ಗಾವಣೆ ಆಗಿದೆ ಎಂದರು. (17, 192, 172, 254)
bidar-para-4: ಎಸ್.ಆರ್.ಎಸ್. ಯಲ್ಲಿ ಸಚಿವರು ಪ್ರತಿಕ್ರಿಯೆ ಸಹ ನೀಡಲಾಗಿದೆ. ಆರ್ಥಿಕ ಸಮಸ್ಯೆಯ ಪರಿಹಾರಕ್ಕಾಗಿ ಸರ್ಕಾರ ಸಹಾಯ ನೀಡಲಿದೆ ಎಂದು ತಿಳಿಸಿದರು. (17, 456, 172, 492)
metro-col2-para-0: ರೈಲ್ವೆ ಕೋಚ್ ಅಗತ್ಯತೆ ಗಮನದಲ್ಲಿ ಇರಿಸಿಕೊಂಡು ಹೆಚ್ಚುವರಿಯಾಗಿ 16 ರೈಲುಗಳನ್ನು ಖರೀದಿಸಲಾಗುತ್ತಿದೆ. (706, 745, 999, 756)
story-ambedkar (555, 65, 1516, 568)
b13-kicker-text: ನಾಲ್ವರು ಮೂಕಜೀವ ಸಾವು, ಓರ್ವನಿಗೆ ಗಾಯ: (773, 1313, 903, 1324)
b1-para-0: ಕಚ್ಚಾ ಇಂಧನದ ಬೆಲೆ ಏರಿಕೆಯಿಂದ ಸಾರಿಗೆ ಸಂಸ್ಥೆಗಳಿಗೆ ಕೋಟ್ಯಂತರ ರೂಪಾಯಿ ನಷ್ಟ ಉಂಟಾಗಿದೆ ಎಂದು ಅಧಿಕಾರಿಗಳು ತಿಳಿಸಿದ್ದಾರೆ. (17, 1238, 172, 1274)
b11-kicker-text: ಕಾಯಂಬತ್ತೂರಿನ ಹೆಸರಿಗೆ ಮರಣ: ಡಿಸೆಂಬರ್ 28 ರಂದು ಈ (562, 1344, 731, 1354)
b1-kicker-text: ಬೆಂಗಳೂರು: ಕಚ್ಚಾ ಇಂಧನದ ಬೆಲೆ ಏರಿಕೆ ; (17, 1220, 137, 1231)
story-ritual (11, 905, 562, 1170)
b11-kicker (562, 1343, 761, 1356)
officers-para-0: ಅಂಬೇಡ್ಕರ್ ನಿಗಮದ ವ್ಯವಸ್ಥಾಪಕ ನಿರ್ದೇಶಕರ ವಿರುದ್ಧ ಹಾಗೂ ವ್ಯವಸ್ಥಾಪಕ ಪ್ರಧಾನದ ಎ.ಜಿ.ಸಿ, ಅಂದಿನ ಕ್ರಿಯಾ ವ್ಯವಸ್ಥಾಪಕ ಅಧಿಕಾರಿ (ಇಂದಿನ ಕಾಲದಲ್ಲಿ ಆದ್ಯತೆ), ಅಂದಿನ ಕೇಂದ್ರ ನಿರ್ವಹಣೆ ಮತ್ತು ಲೆಕ್ಕಾಧಿಕಾರಿ, ವಿಭಾಗಾಧಿಕಾರಿಗಳ ಮೇಲೆ ದೂರು ದಾಖಲಾಗಿದೆ. (561, 268, 872, 304)
dks-para-0 (184, 742, 300, 794)
road-para-0 (17, 647, 172, 685)
